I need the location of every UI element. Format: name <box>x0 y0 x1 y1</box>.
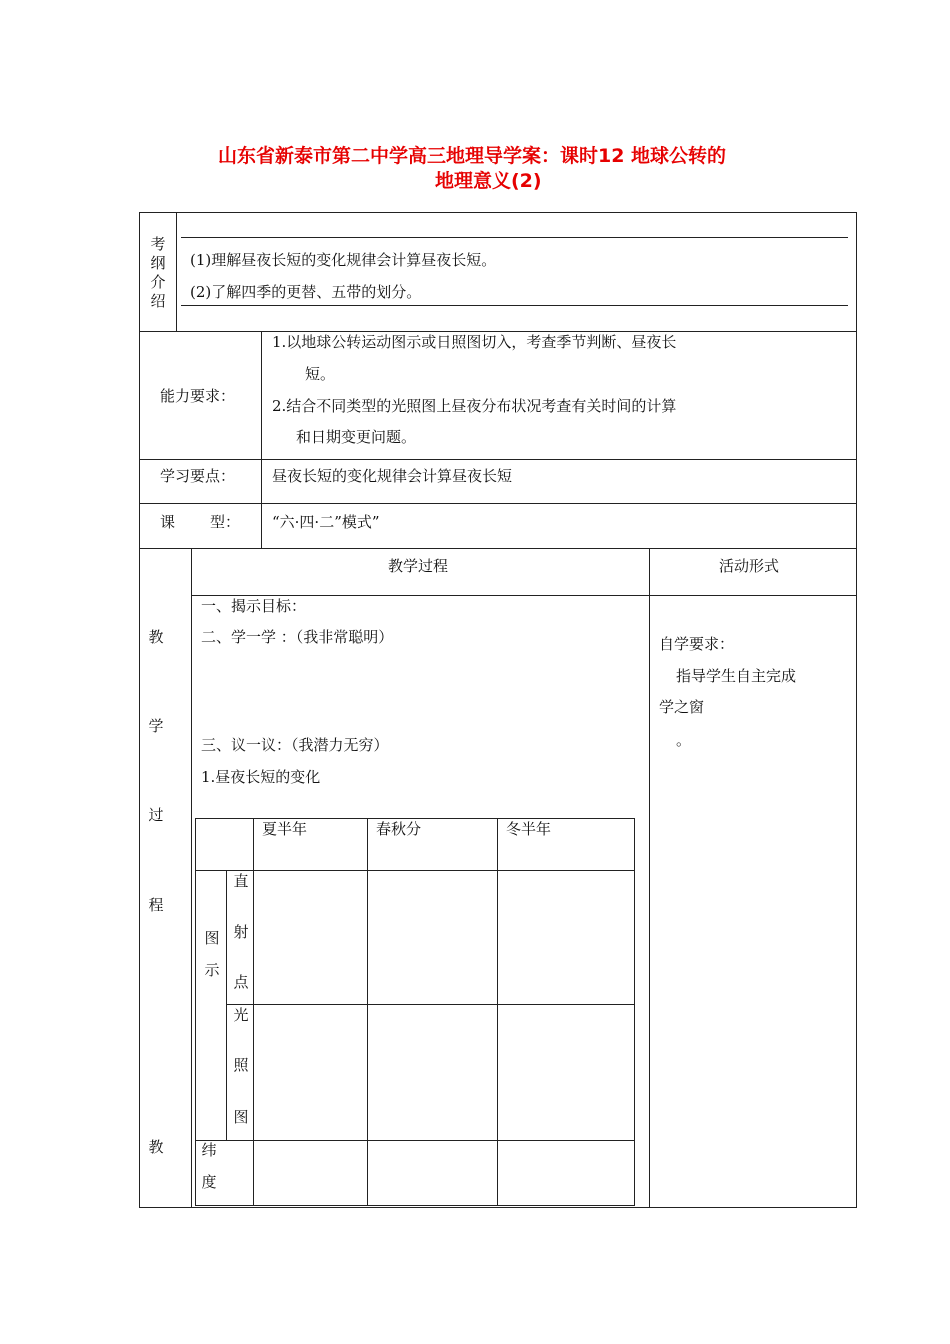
outline-label-char: 绍 <box>150 292 166 310</box>
outline-item-1: (1)理解昼夜长短的变化规律会计算昼夜长短。 <box>190 251 497 269</box>
sub-step-1: 1.昼夜长短的变化 <box>201 768 321 786</box>
activity-line-1: 指导学生自主完成 <box>676 667 797 685</box>
process-side-char: 程 <box>148 896 164 914</box>
process-side-char: 过 <box>148 806 164 824</box>
group-label-char: 示 <box>204 961 220 979</box>
step-3: 三、议一议：（我潜力无穷） <box>201 736 389 754</box>
doc-title-line1: 山东省新泰市第二中学高三地理导学案：课时12 地球公转的 <box>218 145 727 167</box>
step-2: 二、学一学 ：（我非常聪明） <box>201 628 394 646</box>
group-label-char: 图 <box>204 929 220 947</box>
row-label-char: 射 <box>233 923 249 941</box>
ability-label: 能力要求： <box>160 387 236 405</box>
step-1: 一、揭示目标： <box>201 597 307 615</box>
key-points-label: 学习要点： <box>160 467 236 485</box>
row-label-char: 光 <box>233 1006 249 1024</box>
lesson-type-label-b: 型： <box>210 513 241 531</box>
row-label-char: 照 <box>233 1056 249 1074</box>
key-points-value: 昼夜长短的变化规律会计算昼夜长短 <box>272 467 513 485</box>
row-label-char: 纬 <box>201 1141 217 1159</box>
column-header: 冬半年 <box>506 820 552 838</box>
ability-req1-line1: 1.以地球公转运动图示或日照图切入，考查季节判断、昼夜长 <box>272 333 677 351</box>
lesson-type-label-a: 课 <box>160 513 176 531</box>
process-side-char: 教 <box>148 1138 164 1156</box>
ability-req2-line2: 和日期变更问题。 <box>296 428 417 446</box>
outline-item-2: (2)了解四季的更替、五带的划分。 <box>190 283 422 301</box>
ability-req2-line1: 2.结合不同类型的光照图上昼夜分布状况考查有关时间的计算 <box>272 397 677 415</box>
outline-label-char: 介 <box>150 273 166 291</box>
process-side-char: 教 <box>148 628 164 646</box>
activity-line-3: 。 <box>676 731 692 749</box>
row-label-char: 点 <box>233 973 249 991</box>
process-header: 教学过程 <box>388 557 449 575</box>
activity-title: 自学要求： <box>659 635 735 653</box>
doc-title-line2: 地理意义(2) <box>435 170 542 192</box>
row-label-char: 图 <box>233 1108 249 1126</box>
lesson-type-value: “六·四·二”模式” <box>272 513 380 531</box>
column-header: 春秋分 <box>376 820 422 838</box>
activity-line-2: 学之窗 <box>659 698 705 716</box>
outline-label-char: 纲 <box>150 254 166 272</box>
process-side-char: 学 <box>148 717 164 735</box>
column-header: 夏半年 <box>262 820 308 838</box>
activity-header: 活动形式 <box>719 557 780 575</box>
outline-label-char: 考 <box>150 235 166 253</box>
row-label-char: 直 <box>233 872 249 890</box>
row-label-char: 度 <box>201 1173 217 1191</box>
ability-req1-line2: 短。 <box>305 365 336 383</box>
